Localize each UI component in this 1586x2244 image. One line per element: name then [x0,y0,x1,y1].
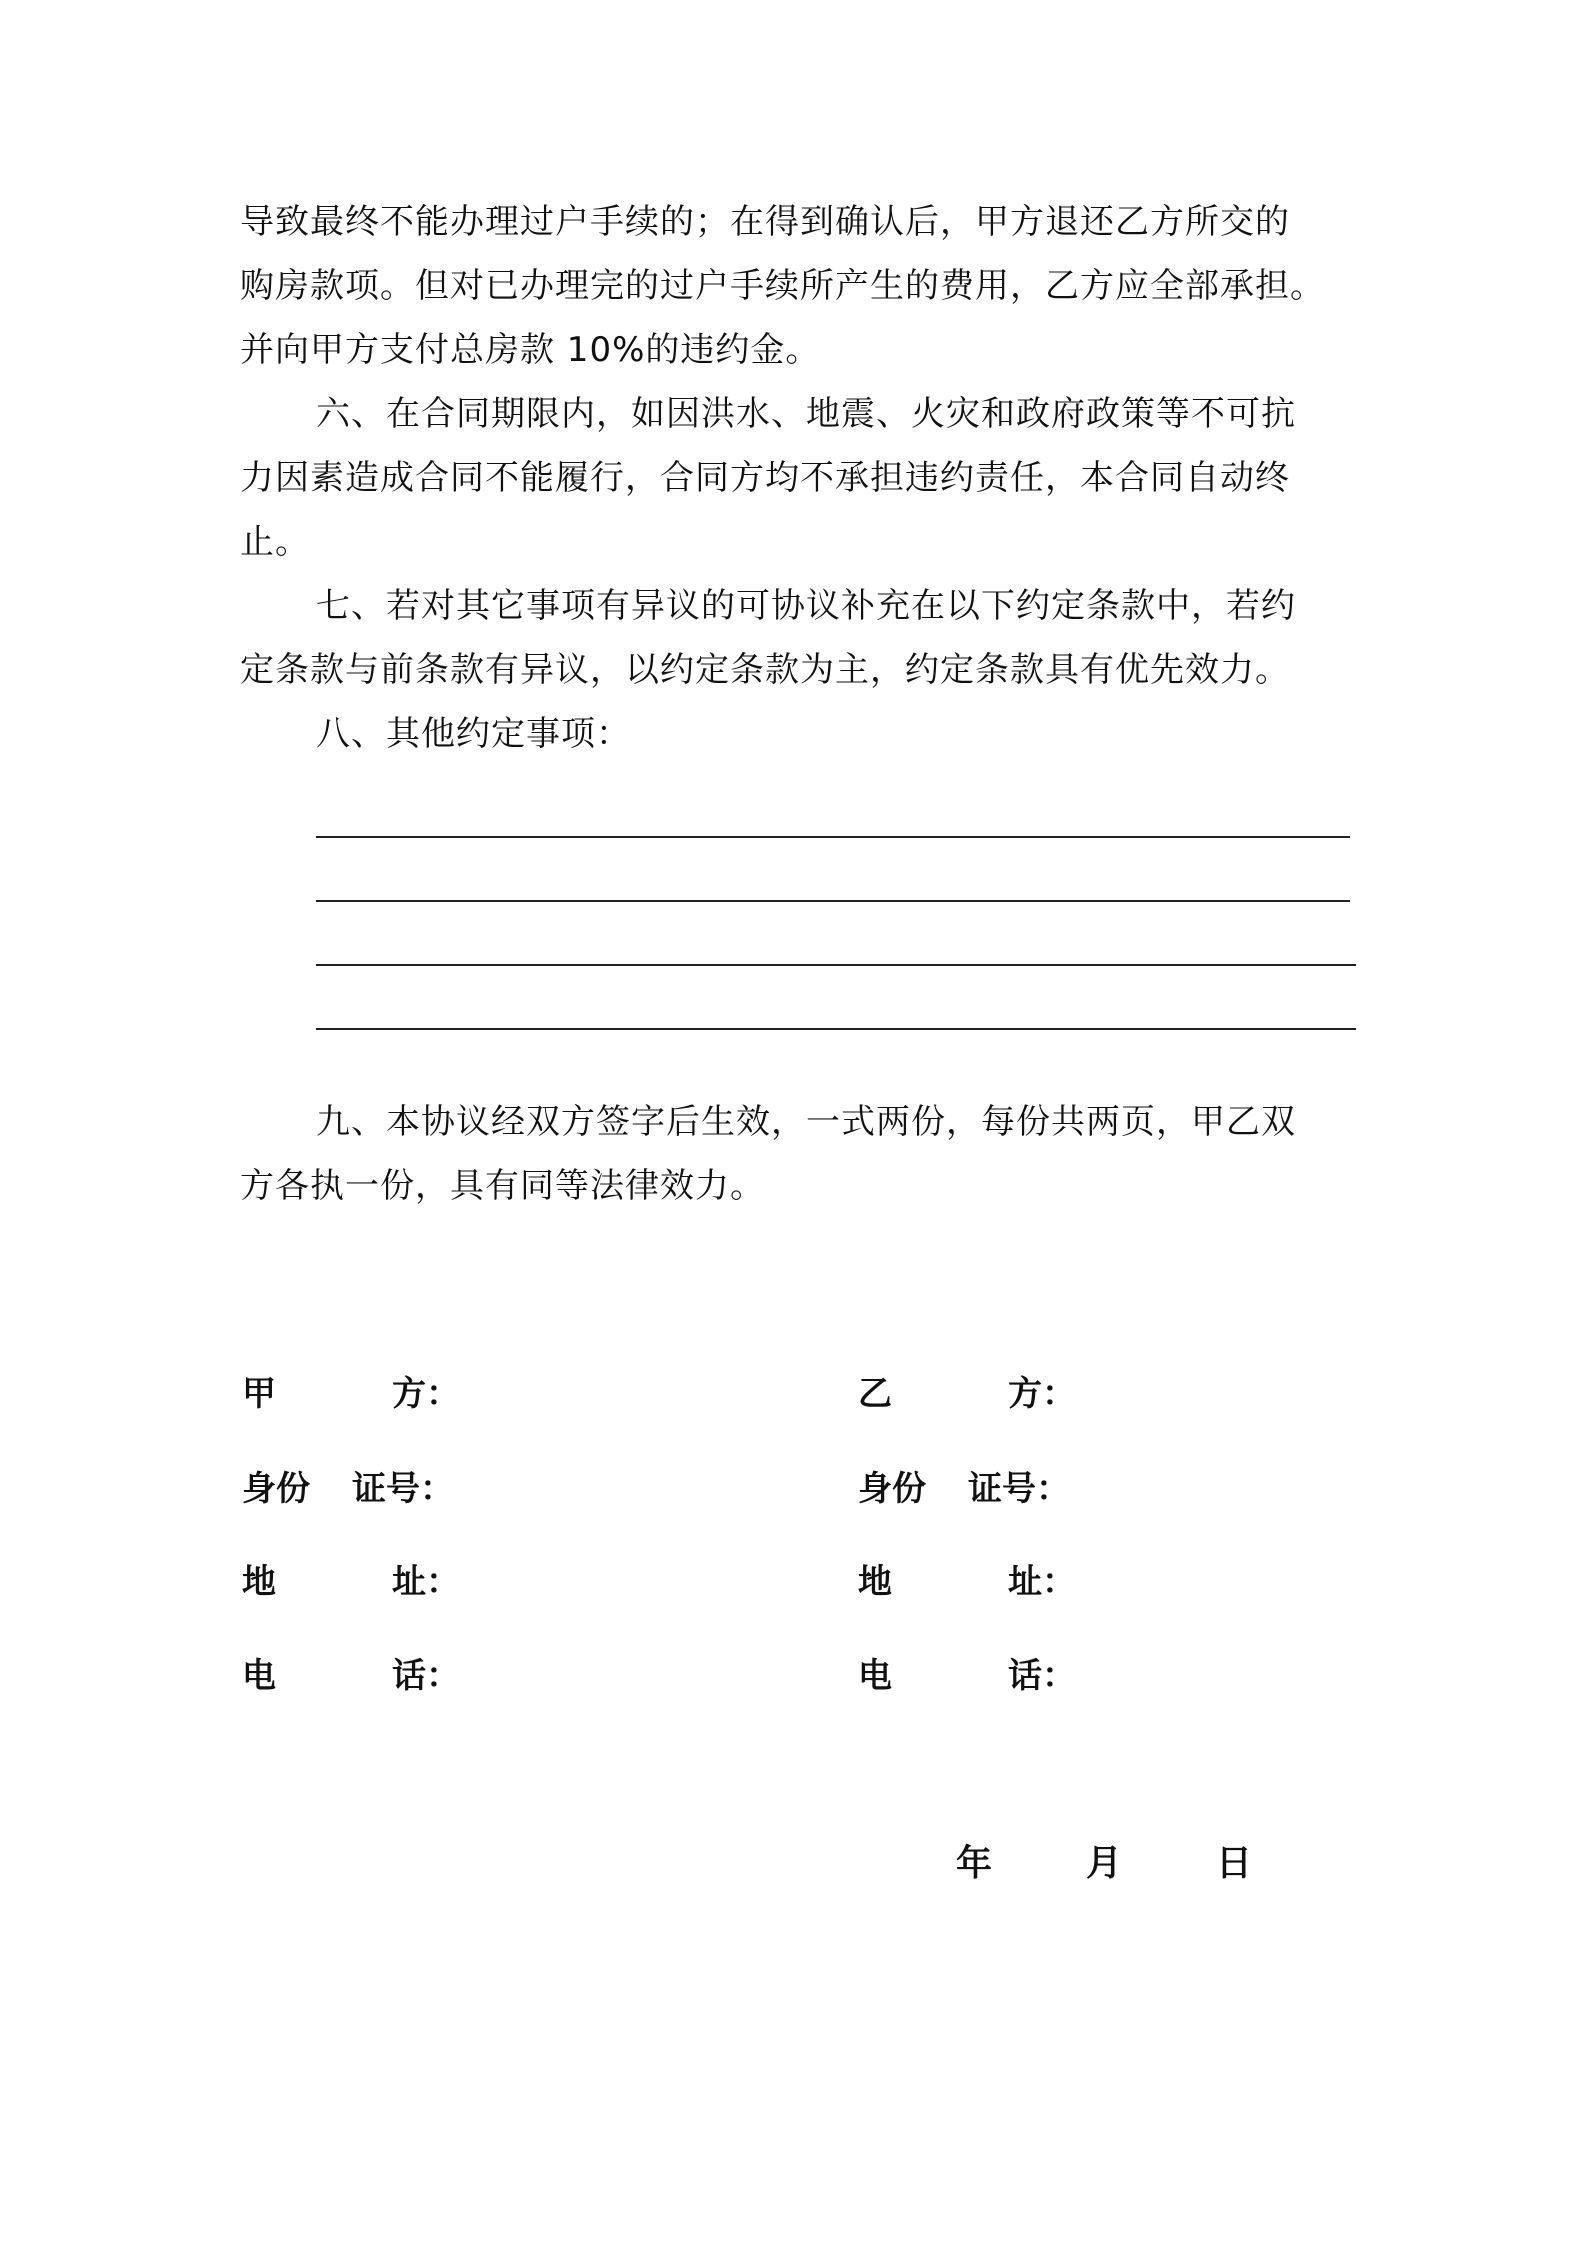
label-part: 方： [392,1374,460,1414]
label-part: 证号： [352,1469,454,1509]
party-b-phone-label [858,1652,1118,1700]
party-a-name-label [242,1370,502,1418]
label-part: 电 [242,1656,276,1696]
party-a-address-label [242,1558,502,1606]
label-part: 身份 [858,1469,926,1509]
date-day-label: 日 [1216,1843,1253,1884]
label-part: 身份 [242,1469,310,1509]
clause-seven-line: 七、若对其它事项有异议的可协议补充在以下约定条款中，若约 [316,586,1296,626]
label-part: 电 [858,1656,892,1696]
fill-in-line[interactable] [316,1028,1356,1030]
party-a-phone-label [242,1652,502,1700]
date-month-label: 月 [1086,1843,1123,1884]
label-part: 方： [1008,1374,1076,1414]
label-part: 址： [392,1562,460,1602]
fill-in-line[interactable] [316,836,1350,838]
clause-nine-line: 九、本协议经双方签字后生效，一式两份，每份共两页，甲乙双 [316,1102,1296,1142]
party-b-id-label [858,1465,1118,1513]
fill-in-line[interactable] [316,900,1350,902]
label-part: 乙 [858,1374,892,1414]
label-part: 地 [858,1562,892,1602]
party-a-id-label [242,1465,502,1513]
clause-six-line: 力因素造成合同不能履行，合同方均不承担违约责任，本合同自动终 [240,458,1290,498]
paragraph-line: 并向甲方支付总房款 10%的违约金。 [240,330,821,370]
clause-eight-title: 八、其他约定事项： [316,714,631,754]
clause-six-line: 止。 [240,522,310,562]
date-year-label: 年 [956,1843,993,1884]
label-part: 证号： [968,1469,1070,1509]
fill-in-line[interactable] [316,964,1356,966]
clause-nine-line: 方各执一份，具有同等法律效力。 [240,1166,765,1206]
label-part: 话： [1008,1656,1076,1696]
party-b-address-label [858,1558,1118,1606]
clause-seven-line: 定条款与前条款有异议，以约定条款为主，约定条款具有优先效力。 [240,650,1290,690]
clause-six-line: 六、在合同期限内，如因洪水、地震、火灾和政府政策等不可抗 [316,394,1296,434]
label-part: 地 [242,1562,276,1602]
label-part: 甲 [242,1374,276,1414]
label-part: 话： [392,1656,460,1696]
party-b-name-label [858,1370,1118,1418]
paragraph-line: 导致最终不能办理过户手续的；在得到确认后，甲方退还乙方所交的 [240,202,1290,242]
paragraph-line: 购房款项。但对已办理完的过户手续所产生的费用，乙方应全部承担。 [240,266,1325,306]
label-part: 址： [1008,1562,1076,1602]
